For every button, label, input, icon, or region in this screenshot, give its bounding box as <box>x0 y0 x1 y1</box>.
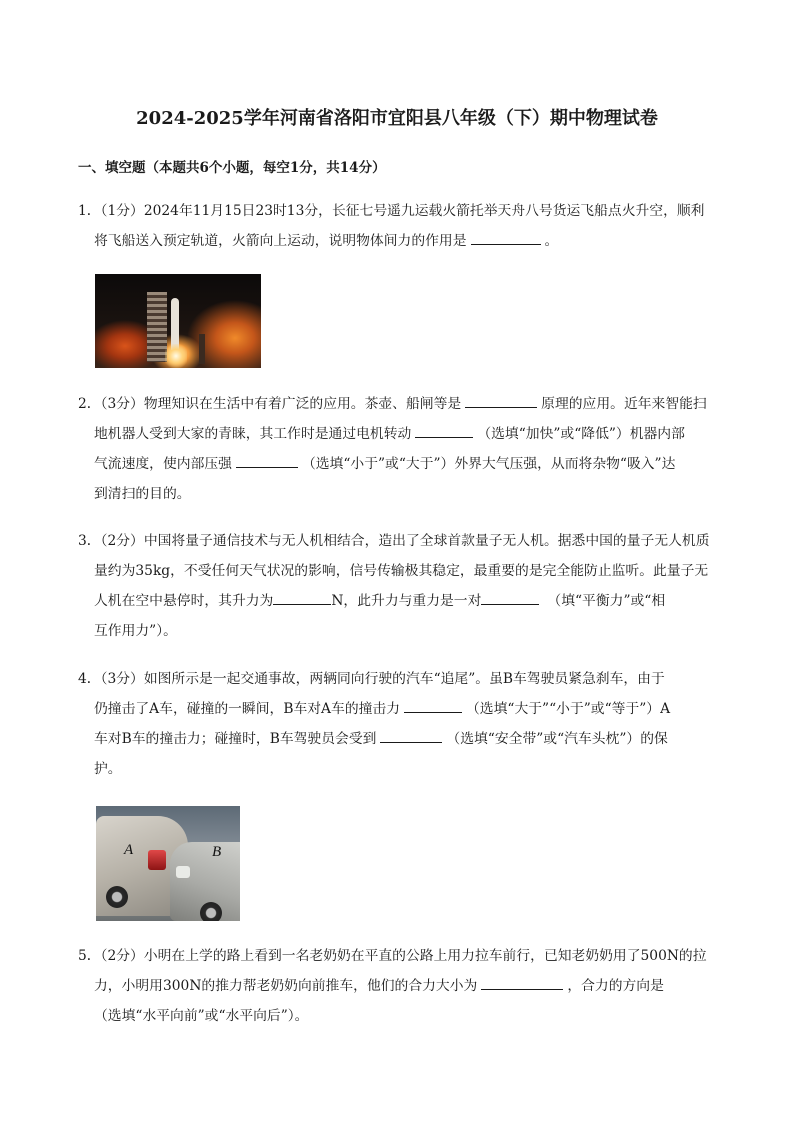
question-5 <box>78 941 738 1031</box>
rocket-launch-image <box>95 274 261 368</box>
q2-text-b: 原理的应用。近年来智能扫 <box>541 396 707 412</box>
page-title: 2024-2025学年河南省洛阳市宜阳县八年级（下）期中物理试卷 <box>136 108 658 129</box>
q2-text-a: 2．（3分）物理知识在生活中有着广泛的应用。茶壶、船闸等是 <box>78 396 462 412</box>
car-b-headlight <box>176 866 190 878</box>
q4-text-d: （选填“安全带”或“汽车头枕”）的保 <box>446 731 668 747</box>
car-crash-image <box>96 806 240 921</box>
q2-text-c: 地机器人受到大家的青睐，其工作时是通过电机转动 <box>94 426 412 442</box>
q5-line-2 <box>78 971 738 1001</box>
label-car-b: B <box>212 844 222 860</box>
q3-line-3 <box>78 586 738 616</box>
q4-line-2 <box>78 694 738 724</box>
car-a-wheel <box>106 886 128 908</box>
q2-line-3 <box>78 449 738 479</box>
q3-line-1: 3．（2分）中国将量子通信技术与无人机相结合，造出了全球首款量子无人机。据悉中国的量子无人机质 <box>78 533 710 549</box>
q1-text-a: 将飞船送入预定轨道，火箭向上运动，说明物体间力的作用是 <box>94 233 467 249</box>
q2-blank-2[interactable] <box>415 423 473 438</box>
q3-blank-1[interactable] <box>273 590 331 605</box>
q3-text-a: 人机在空中悬停时，其升力为 <box>94 593 274 609</box>
q5-line-3: （选填“水平向前”或“水平向后”）。 <box>94 1008 309 1024</box>
question-4 <box>78 664 738 784</box>
q3-text-b: N，此升力与重力是一对 <box>331 593 482 609</box>
q2-blank-3[interactable] <box>236 453 298 468</box>
q5-line-1: 5．（2分）小明在上学的路上看到一名老奶奶在平直的公路上用力拉车前行，已知老奶奶用了500N的拉 <box>78 948 707 964</box>
q5-blank-1[interactable] <box>481 975 563 990</box>
q2-line-1 <box>78 389 738 419</box>
q5-text-a: 力，小明用300N的推力帮老奶奶向前推车，他们的合力大小为 <box>94 978 478 994</box>
q3-text-c: （填“平衡力”或“相 <box>547 593 666 609</box>
q2-text-f: （选填“小于”或“大于”）外界大气压强，从而将杂物“吸入”达 <box>301 456 676 472</box>
car-b-wheel <box>200 902 222 921</box>
car-a-taillight <box>148 850 166 870</box>
q4-line-1: 4．（3分）如图所示是一起交通事故，两辆同向行驶的汽车“追尾”。虽B车驾驶员紧急刹车，由于 <box>78 671 665 687</box>
rocket-flame <box>165 344 187 368</box>
q2-line-4: 到清扫的目的。 <box>94 486 191 502</box>
q4-text-c: 车对B车的撞击力；碰撞时，B车驾驶员会受到 <box>94 731 377 747</box>
q4-blank-2[interactable] <box>380 728 442 743</box>
q4-line-4: 护。 <box>94 761 122 777</box>
section-heading: 一、填空题（本题共6个小题，每空1分，共14分） <box>78 160 386 176</box>
q4-text-b: （选填“大于”“小于”或“等于”）A <box>466 701 671 717</box>
q1-text-b: 。 <box>544 233 559 249</box>
question-2 <box>78 389 738 509</box>
launch-tower <box>147 292 167 362</box>
q3-line-4: 互作用力”）。 <box>94 623 177 639</box>
q3-blank-2[interactable] <box>481 590 539 605</box>
q2-text-e: 气流速度，使内部压强 <box>94 456 232 472</box>
q1-blank-1[interactable] <box>471 230 541 245</box>
q1-line-1: 1．（1分）2024年11月15日23时13分，长征七号遥九运载火箭托举天舟八号货运飞船点火升空，顺利 <box>78 203 705 219</box>
q2-text-d: （选填“加快”或“降低”）机器内部 <box>477 426 685 442</box>
question-3 <box>78 526 738 646</box>
q5-text-b: ，合力的方向是 <box>567 978 664 994</box>
label-car-a: A <box>124 842 134 858</box>
q1-line-2 <box>78 226 738 256</box>
launch-mast <box>199 334 205 364</box>
rocket <box>171 298 179 350</box>
q2-blank-1[interactable] <box>465 393 537 408</box>
q4-text-a: 仍撞击了A车，碰撞的一瞬间，B车对A车的撞击力 <box>94 701 401 717</box>
q4-blank-1[interactable] <box>404 698 462 713</box>
q4-line-3 <box>78 724 738 754</box>
question-1 <box>78 196 738 256</box>
q2-line-2 <box>78 419 738 449</box>
q3-line-2: 量约为35kg，不受任何天气状况的影响，信号传输极其稳定，最重要的是完全能防止监听。此量子无 <box>94 563 709 579</box>
